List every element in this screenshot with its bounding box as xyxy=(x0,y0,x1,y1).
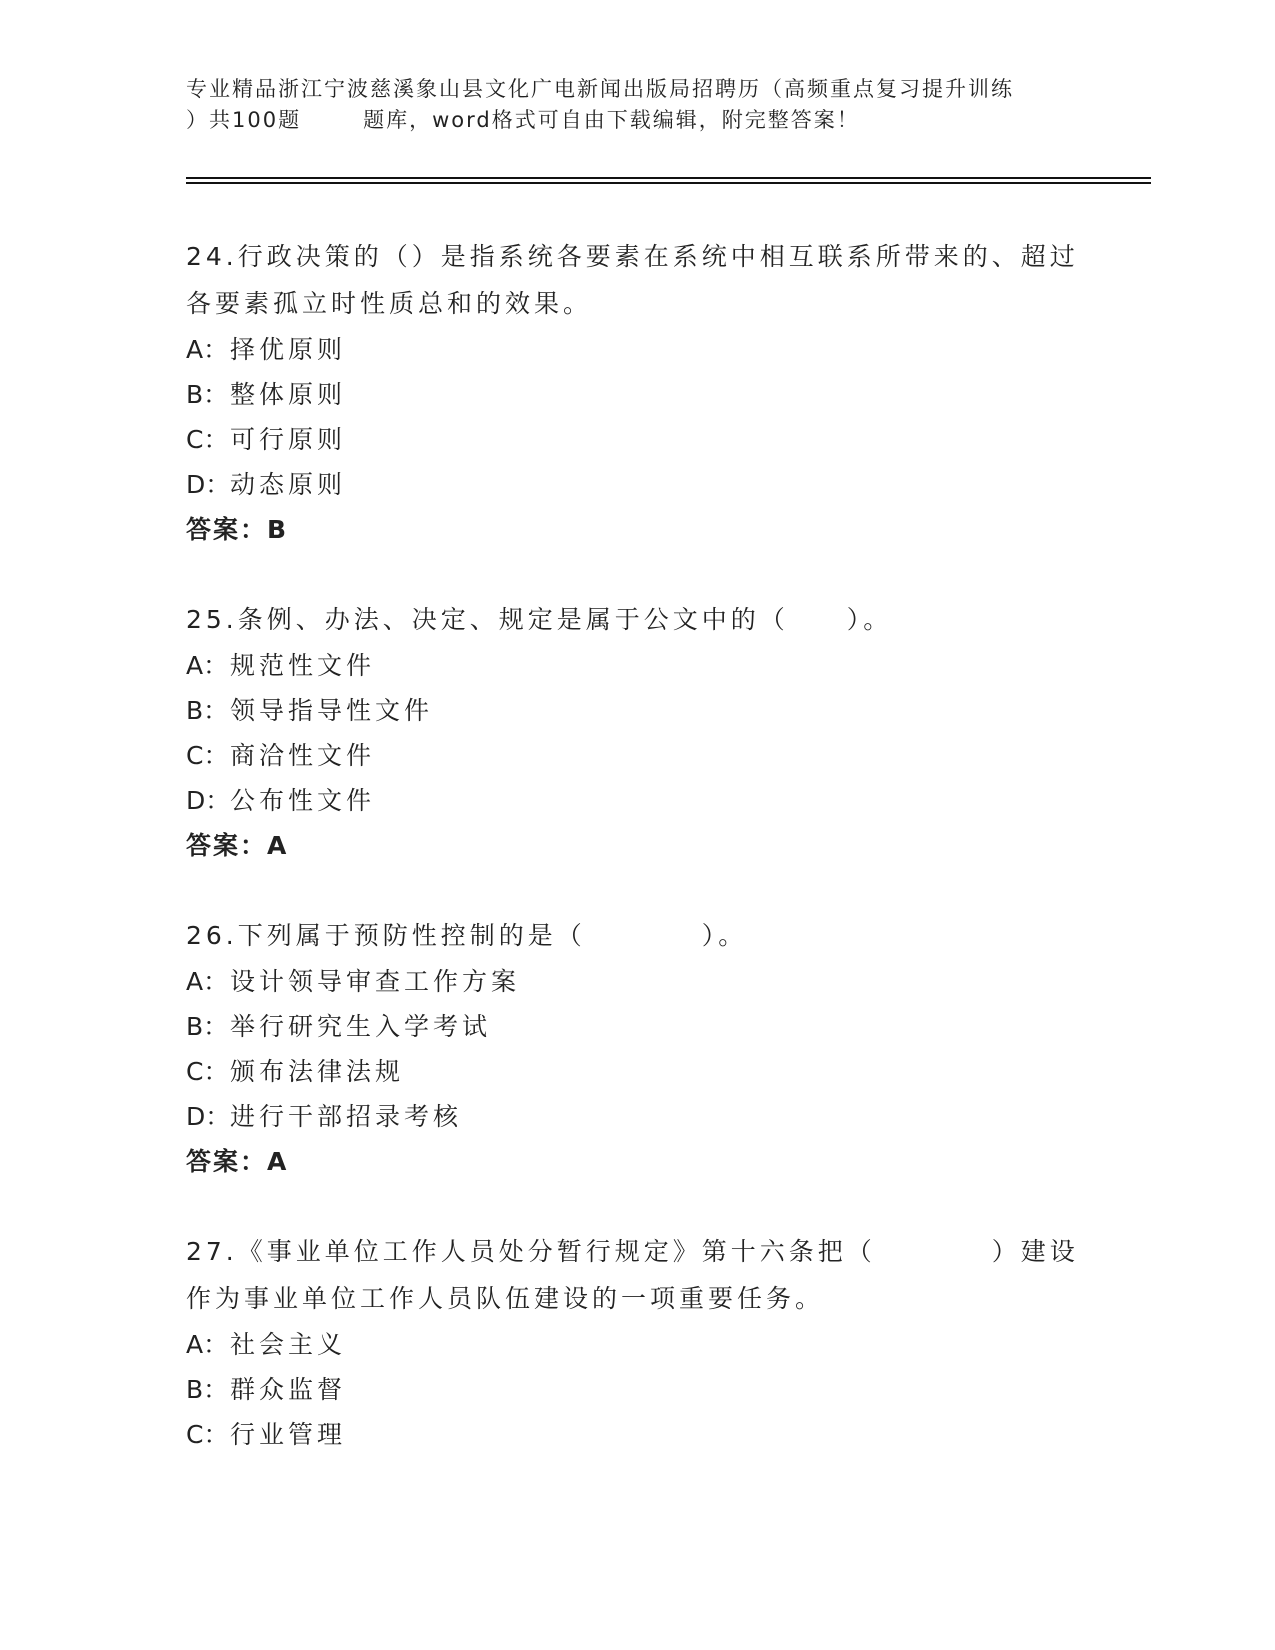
option-key: A： xyxy=(186,967,229,996)
header-divider-bottom xyxy=(186,182,1151,184)
option-text: 商洽性文件 xyxy=(230,741,376,770)
question-text: 27.《事业单位工作人员处分暂行规定》第十六条把（ ）建设作为事业单位工作人员队伍建设的一项重要任务。 xyxy=(186,1237,1079,1313)
option-text: 群众监督 xyxy=(230,1375,347,1404)
option-b xyxy=(186,1004,1086,1049)
option-text: 动态原则 xyxy=(230,470,347,499)
option-c xyxy=(186,733,1086,778)
option-key: B： xyxy=(186,696,229,725)
question-text: 26.下列属于预防性控制的是（ ）。 xyxy=(186,921,748,950)
option-key: C： xyxy=(186,425,229,454)
header-line-2 xyxy=(186,105,1116,136)
option-text: 社会主义 xyxy=(230,1330,347,1359)
option-d xyxy=(186,1094,1086,1139)
option-text: 进行干部招录考核 xyxy=(230,1102,463,1131)
option-text: 公布性文件 xyxy=(230,786,376,815)
header-note: 题库，word格式可自由下载编辑，附完整答案！ xyxy=(363,108,860,132)
option-b xyxy=(186,372,1086,417)
question-26 xyxy=(186,912,1086,1185)
option-a xyxy=(186,327,1086,372)
option-key: B： xyxy=(186,1375,229,1404)
option-b xyxy=(186,1367,1086,1412)
option-b xyxy=(186,688,1086,733)
option-c xyxy=(186,1049,1086,1094)
option-a xyxy=(186,959,1086,1004)
header-line-1: 专业精品浙江宁波慈溪象山县文化广电新闻出版局招聘历（高频重点复习提升训练 xyxy=(186,77,1014,101)
option-key: B： xyxy=(186,1012,229,1041)
option-key: D： xyxy=(186,786,231,815)
question-24 xyxy=(186,233,1086,553)
answer: 答案：B xyxy=(186,515,289,544)
question-text: 25.条例、办法、决定、规定是属于公文中的（ ）。 xyxy=(186,605,893,634)
option-text: 择优原则 xyxy=(230,335,347,364)
answer: 答案：A xyxy=(186,1147,289,1176)
answer: 答案：A xyxy=(186,831,289,860)
option-c xyxy=(186,1412,1086,1457)
option-text: 领导指导性文件 xyxy=(230,696,434,725)
option-d xyxy=(186,462,1086,507)
option-key: A： xyxy=(186,1330,229,1359)
option-d xyxy=(186,778,1086,823)
option-text: 可行原则 xyxy=(230,425,347,454)
option-text: 颁布法律法规 xyxy=(230,1057,405,1086)
option-text: 设计领导审查工作方案 xyxy=(230,967,521,996)
option-a xyxy=(186,1322,1086,1367)
option-key: C： xyxy=(186,741,229,770)
question-text: 24.行政决策的（）是指系统各要素在系统中相互联系所带来的、超过各要素孤立时性质总和的效果。 xyxy=(186,242,1079,318)
option-key: A： xyxy=(186,651,229,680)
option-key: D： xyxy=(186,1102,231,1131)
document-header xyxy=(186,74,1116,136)
header-count: ）共100题 xyxy=(186,108,302,132)
option-a xyxy=(186,643,1086,688)
option-text: 整体原则 xyxy=(230,380,347,409)
option-key: C： xyxy=(186,1420,229,1449)
question-27 xyxy=(186,1228,1086,1457)
option-text: 举行研究生入学考试 xyxy=(230,1012,492,1041)
option-key: A： xyxy=(186,335,229,364)
question-list xyxy=(186,233,1086,1500)
question-25 xyxy=(186,596,1086,869)
option-key: C： xyxy=(186,1057,229,1086)
header-divider-top xyxy=(186,177,1151,179)
option-text: 规范性文件 xyxy=(230,651,376,680)
option-key: D： xyxy=(186,470,231,499)
option-key: B： xyxy=(186,380,229,409)
option-c xyxy=(186,417,1086,462)
option-text: 行业管理 xyxy=(230,1420,347,1449)
